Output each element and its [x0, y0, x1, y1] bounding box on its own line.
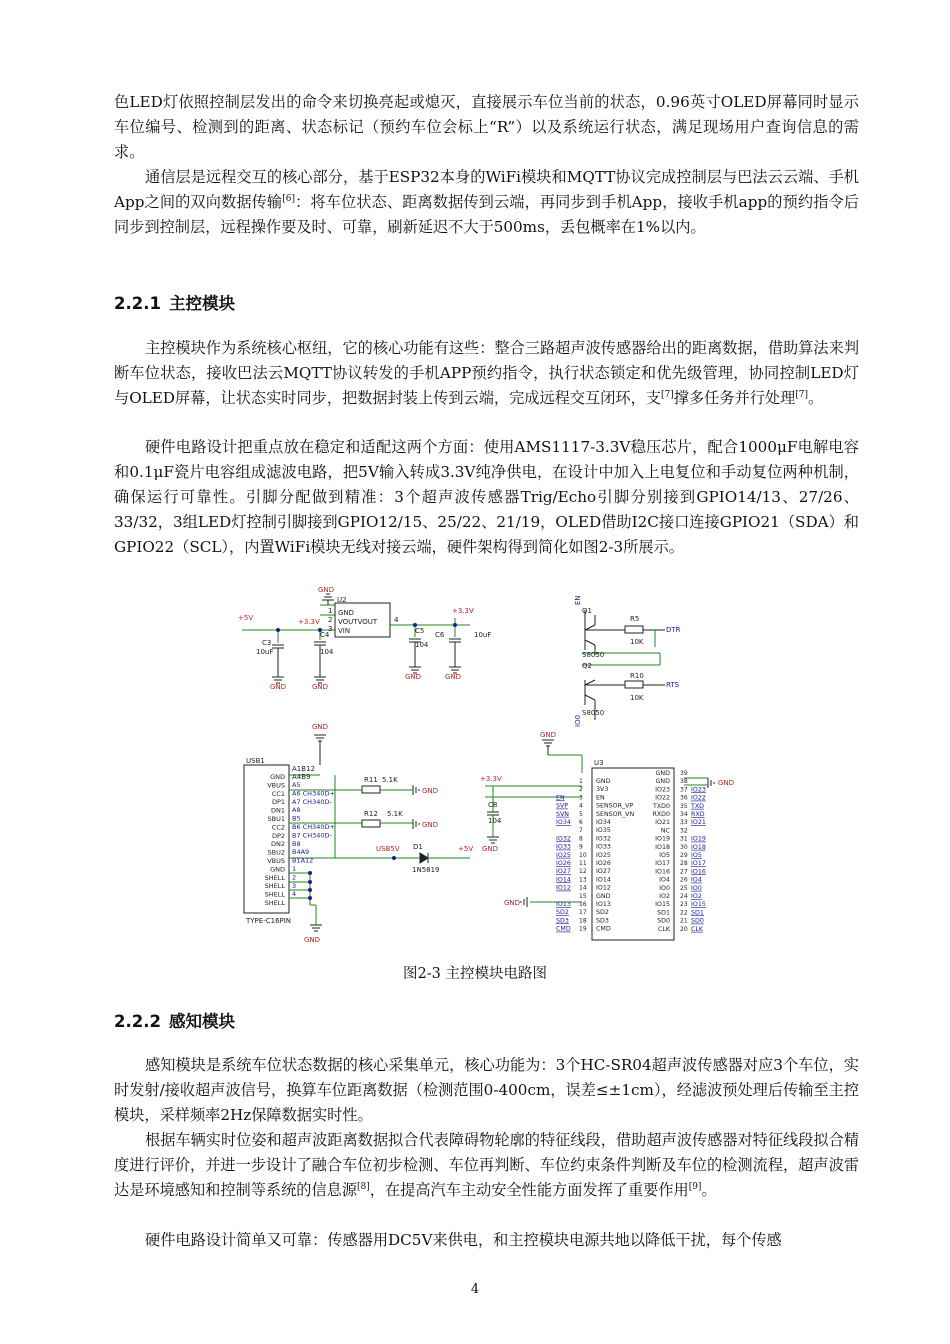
usb-left-pin: GND: [270, 773, 285, 781]
esp-pins: [556, 770, 706, 933]
esp-right-pin-name: TXD0: [652, 802, 670, 810]
citation-7b: [7]: [795, 389, 808, 400]
c8-value: 104: [488, 817, 502, 825]
paragraph-p6: [114, 1128, 859, 1203]
esp-left-pin-name: IO34: [596, 819, 611, 826]
esp-right-pin-number: 28: [680, 860, 688, 868]
r11-gnd: GND: [422, 787, 439, 795]
esp-right-pin-name: IO16: [655, 868, 670, 876]
esp-left-pin-name: IO14: [596, 876, 611, 884]
esp-right-net: SD0: [691, 917, 704, 925]
c6-label: C6: [435, 631, 445, 639]
esp-left-pin-number: 1: [579, 778, 583, 785]
c3-gnd-label: GND: [270, 683, 287, 691]
esp-left-pin-number: 3: [579, 794, 583, 802]
paragraph-p2-text-a: 通信层是远程交互的核心部分，基于ESP32本身的WiFi模块和MQTT协议完成控制层与巴法云云端、手机App之间的双向数据传输: [114, 168, 859, 211]
esp-left-pin-number: 19: [579, 925, 587, 933]
q1-label: Q1: [582, 607, 592, 615]
circuit-diagram: [230, 585, 750, 945]
r10-label: R10: [630, 672, 644, 680]
d1-value: 1N5819: [412, 866, 440, 874]
esp-right-net: IO5: [691, 852, 702, 859]
usb-left-pin: DP2: [271, 831, 285, 840]
usb-gnd-bottom: GND: [304, 936, 321, 944]
u2-pin2: 2: [328, 616, 333, 624]
esp-left-pin-number: 4: [579, 802, 583, 810]
esp-left-net: IO25: [556, 851, 571, 859]
usb-5v-out: +5V: [458, 845, 474, 853]
usb-left-pin: DN1: [270, 806, 285, 815]
esp-right-pin-name: SD0: [657, 917, 670, 925]
power-3v3-in-label: +3.3V: [298, 618, 320, 626]
esp-left-net: EN: [556, 794, 565, 802]
esp-right-net: RXD: [691, 811, 705, 818]
esp-left-net: IO33: [556, 843, 571, 851]
usb-right-pin: A5: [292, 781, 301, 789]
esp-right-pin-name: IO19: [655, 835, 670, 843]
c6-value: 10uF: [474, 631, 492, 639]
esp-right-pin-name: IO22: [655, 794, 670, 802]
esp-left-net: SVN: [556, 810, 570, 818]
c5-value: 104: [415, 641, 429, 649]
esp-left-pin-name: IO13: [596, 901, 611, 908]
usb-left-pin: GND: [270, 865, 285, 874]
usb-left-pin: SBU2: [267, 848, 285, 857]
esp-left-pin-number: 7: [579, 827, 583, 835]
esp-right-pin-name: NC: [660, 827, 670, 835]
heading-2-2-2: [114, 1008, 235, 1032]
usb-right-pin: A8: [292, 806, 301, 815]
paragraph-p1: [114, 90, 859, 165]
esp-left-pin-number: 12: [579, 868, 587, 876]
esp-left-pin-name: IO12: [596, 884, 611, 892]
esp-left-pin-number: 15: [579, 892, 587, 900]
esp-right-pin-number: 30: [680, 843, 688, 851]
esp-right-net: IO21: [691, 819, 706, 827]
esp-left-net: IO26: [556, 860, 571, 867]
esp-right-pin-number: 21: [680, 917, 688, 925]
esp-left-pin-name: SENSOR_VP: [596, 802, 634, 810]
u2-pin1: 1: [328, 607, 333, 615]
esp-left-net: IO32: [556, 835, 571, 843]
paragraph-p6-text-b: ，在提高汽车主动安全性能方面发挥了重要作用: [369, 1181, 689, 1199]
esp-right-net: IO17: [691, 860, 706, 868]
paragraph-p4-text: 硬件电路设计把重点放在稳定和适配这两个方面：使用AMS1117-3.3V稳压芯片，配合1000μF电解电容和0.1μF瓷片电容组成滤波电路，把5V输入转成3.3V纯净供电，在设计中加入上电复位和手动复位两种机制，确保运行可靠性。引脚分配做到精准：3个超声波传感器Trig/Echo引脚分别接到GPIO14/13、27/26、33/32，3组LED灯控制引脚接到GPIO12/15、25/22、21/19，OLED借助I2C接口连接GPIO21（SDA）和GPIO22（SCL），内置WiFi模块无线对接云端，硬件架构得到简化如图2-3所展示。: [114, 438, 859, 556]
usb-labels: [245, 723, 473, 944]
esp-right-pin-name: GND: [655, 770, 670, 777]
r5-value: 10K: [630, 638, 644, 646]
esp-left-pin-number: 11: [579, 860, 587, 867]
usb-left-pin: SHELL: [264, 873, 285, 882]
paragraph-p3: [114, 336, 859, 411]
esp-left-pin-number: 13: [579, 876, 587, 884]
esp-right-pin-number: 31: [680, 835, 688, 843]
u2-pin3: 3: [328, 625, 333, 633]
esp-left-pin-name: SENSOR_VN: [596, 810, 635, 818]
esp-right-pin-name: RXD0: [652, 811, 670, 818]
esp-right-pin-name: IO15: [655, 901, 670, 909]
esp-right-pin-name: IO4: [659, 876, 670, 884]
esp-right-pin-number: 36: [680, 794, 688, 802]
esp-right-net: IO19: [691, 835, 706, 843]
usb-left-pin: CC2: [271, 823, 285, 832]
esp-left-pin-name: CMD: [596, 925, 611, 933]
paragraph-p3-text-c: 。: [808, 389, 824, 407]
esp-right-pin-number: 24: [680, 893, 688, 900]
esp-left-pin-name: IO27: [596, 868, 611, 876]
esp-right-pin-number: 27: [680, 868, 688, 876]
paragraph-p4: [114, 435, 859, 560]
auto-program-wires: [582, 630, 660, 665]
power-parts: [272, 594, 461, 683]
c8-label: C8: [488, 801, 498, 809]
usb-a4b9: A4B9: [292, 773, 311, 781]
esp-left-net: IO14: [556, 876, 571, 884]
u2-pin4: 4: [394, 616, 399, 624]
esp-right-net: IO18: [691, 843, 706, 851]
esp-left-net: IO13: [556, 901, 571, 908]
u2-vout-pin: VOUTVOUT: [338, 618, 378, 626]
paragraph-p2: [114, 165, 859, 240]
u2-gnd-pin: GND: [338, 609, 355, 617]
power-gnd-label: GND: [318, 586, 335, 594]
usb-left-pin: SBU1: [267, 815, 285, 823]
power-5v-label: +5V: [238, 614, 254, 622]
q2-label: Q2: [582, 662, 592, 670]
u3-label: U3: [594, 759, 604, 767]
heading-2-2-2-title: 感知模块: [168, 1012, 235, 1031]
esp-right-pin-name: IO0: [659, 884, 670, 892]
r11-label: R11: [364, 776, 378, 784]
esp-right-pin-name: CLK: [657, 925, 670, 933]
r10-value: 10K: [630, 694, 644, 702]
r5-label: R5: [630, 615, 640, 623]
paragraph-p7: [114, 1228, 859, 1253]
rts-label: RTS: [666, 681, 680, 689]
esp-gnd-right: GND: [718, 779, 735, 787]
usb-right-pin: 2: [292, 873, 297, 882]
esp-left-net: IO34: [556, 819, 571, 826]
usb-left-pin: VBUS: [267, 857, 285, 865]
io0-label: IO0: [574, 714, 582, 727]
paragraph-p5-text: 感知模块是系统车位状态数据的核心采集单元，核心功能为：3个HC-SR04超声波传感器对应3个车位，实时发射/接收超声波信号，换算车位距离数据（检测范围0-400cm，误差≤±1cm），经滤波预处理后传输至主控模块，采样频率2Hz保障数据实时性。: [114, 1056, 859, 1124]
usb-left-pin: DP1: [271, 798, 285, 807]
usb-right-pin: 1: [292, 865, 297, 873]
usb5v-label: USB5V: [376, 845, 400, 853]
d1-label: D1: [413, 843, 423, 851]
usb-right-pin: B4A9: [292, 848, 310, 857]
esp-right-pin-number: 22: [680, 909, 688, 917]
citation-7a: [7]: [661, 389, 674, 400]
esp-right-pin-name: GND: [655, 778, 670, 786]
esp-left-pin-number: 10: [579, 851, 587, 859]
esp-left-net: CMD: [556, 925, 571, 933]
citation-9: [9]: [688, 1181, 702, 1192]
c3-label: C3: [262, 639, 272, 647]
esp-right-net: IO0: [691, 884, 702, 892]
esp-gnd-left: GND: [504, 899, 521, 907]
heading-2-2-1-title: 主控模块: [168, 294, 235, 313]
esp-right-pin-number: 35: [680, 802, 688, 810]
esp-right-pin-name: IO17: [655, 860, 670, 868]
usb-part: TYPE-C16PIN: [246, 917, 292, 925]
usb-right-pin: A7 CH340D-: [292, 797, 332, 806]
esp-left-pin-number: 9: [579, 843, 583, 851]
esp-left-pin-name: IO26: [596, 860, 611, 867]
usb-right-pin: B1A12: [292, 856, 314, 865]
r12-value: 5.1K: [387, 810, 403, 818]
esp-right-pin-name: IO21: [655, 819, 670, 827]
usb-right-pin: A6 CH340D+: [292, 789, 335, 798]
esp-left-pin-number: 18: [579, 917, 587, 925]
esp-right-net: IO4: [691, 876, 702, 884]
esp-right-pin-number: 39: [680, 770, 688, 777]
r11-value: 5.1K: [382, 776, 398, 784]
esp-right-pin-number: 29: [680, 852, 688, 859]
usb-left-pin: SHELL: [264, 890, 285, 899]
usb-right-pin: B7 CH340D-: [292, 831, 332, 840]
esp-left-pin-name: SD2: [596, 909, 609, 917]
esp-left-net: SD2: [556, 909, 569, 917]
esp-left-pin-name: IO25: [596, 851, 611, 859]
esp-left-pin-name: 3V3: [596, 786, 609, 794]
heading-2-2-1-number: 2.2.1: [114, 294, 161, 313]
usb-gnd-top: GND: [312, 723, 329, 731]
heading-2-2-1: [114, 290, 235, 314]
esp-left-pin-number: 5: [579, 810, 583, 818]
esp-left-pin-name: SD3: [596, 917, 609, 925]
esp-right-pin-number: 33: [680, 819, 688, 827]
c6-gnd-label: GND: [445, 673, 462, 681]
paragraph-p5: [114, 1053, 859, 1128]
esp-right-pin-number: 26: [680, 876, 688, 884]
esp-left-pin-name: IO35: [596, 827, 611, 835]
usb-a1b12: A1B12: [292, 765, 315, 773]
citation-6: [6]: [282, 193, 295, 204]
usb-right-pins: [292, 781, 335, 898]
paragraph-p3-text-a: 主控模块作为系统核心枢纽，它的核心功能有这些：整合三路超声波传感器给出的距离数据，借助算法来判断车位状态，接收巴法云MQTT协议转发的手机APP预约指令，执行状态锁定和优先级管理，协同控制LED灯与OLED屏幕，让状态实时同步，把数据封装上传到云端，完成远程交互闭环，支: [114, 339, 859, 407]
c8-gnd: GND: [482, 845, 499, 853]
esp-left-net: IO12: [556, 884, 571, 892]
esp-right-pin-number: 23: [680, 901, 688, 909]
usb-left-pin: DN2: [270, 840, 285, 849]
esp-left-pin-number: 8: [579, 835, 583, 843]
esp-right-pin-name: IO18: [655, 843, 670, 851]
esp-right-pin-number: 32: [680, 827, 688, 835]
paragraph-p1-text: 色LED灯依照控制层发出的命令来切换亮起或熄灭，直接展示车位当前的状态，0.96英寸OLED屏幕同时显示车位编号、检测到的距离、状态标记（预约车位会标上“R”）以及系统运行状态，满足现场用户查询信息的需求。: [114, 93, 859, 161]
c5-label: C5: [415, 627, 425, 635]
esp-left-pin-number: 14: [579, 884, 587, 892]
esp-left-net: SVP: [556, 802, 569, 810]
c4-value: 104: [320, 648, 334, 656]
esp-right-pin-number: 25: [680, 884, 688, 892]
esp-left-pin-number: 6: [579, 819, 583, 826]
citation-8: [8]: [357, 1181, 370, 1192]
esp-right-pin-number: 37: [680, 786, 688, 794]
paragraph-p3-text-b: 撑多任务并行处理: [673, 389, 796, 407]
c4-gnd-label: GND: [312, 683, 329, 691]
esp-gnd-top: GND: [540, 731, 557, 739]
esp-left-pin-number: 17: [579, 909, 587, 917]
c5-gnd-label: GND: [405, 673, 422, 681]
esp-right-pin-name: IO23: [655, 786, 670, 794]
dtr-label: DTR: [666, 626, 681, 634]
esp-left-pin-name: EN: [596, 794, 605, 802]
c4-label: C4: [320, 631, 330, 639]
power-3v3-out-label: +3.3V: [452, 607, 474, 615]
heading-2-2-2-number: 2.2.2: [114, 1012, 161, 1031]
esp-right-net: IO23: [691, 786, 706, 794]
esp-right-net: CLK: [691, 925, 704, 933]
usb-left-pin: VBUS: [267, 781, 285, 790]
esp-right-net: IO16: [691, 868, 706, 876]
paragraph-p2-text-b: ：将车位状态、距离数据传到云端，再同步到手机App，接收手机app的预约指令后同步到控制层，远程操作要及时、可靠，刷新延迟不大于500ms，丢包概率在1%以内。: [114, 193, 859, 236]
paragraph-p6-text-a: 根据车辆实时位姿和超声波距离数据拟合代表障碍物轮廓的特征线段，借助超声波传感器对特征线段拟合精度进行评价，并进一步设计了融合车位初步检测、车位再判断、车位约束条件判断及车位的检测流程，超声波雷达是环境感知和控制等系统的信息源: [114, 1131, 859, 1199]
usb-left-pin: CC1: [271, 789, 285, 798]
page-number: 4: [470, 1282, 480, 1297]
esp-left-net: IO27: [556, 868, 571, 876]
q1-part: S8050: [582, 651, 605, 659]
esp-right-net: TXD: [691, 802, 705, 810]
usb-left-pin: SHELL: [264, 882, 285, 891]
esp-left-pin-number: 16: [579, 901, 587, 908]
usb-right-pin: 3: [292, 881, 297, 890]
esp-right-pin-name: IO2: [659, 893, 670, 900]
esp-left-pin-name: GND: [596, 778, 611, 785]
q2-part: S8050: [582, 709, 605, 717]
c3-value: 10uF: [256, 648, 274, 656]
esp-left-pin-name: IO32: [596, 835, 611, 843]
esp-right-net: SD1: [691, 909, 704, 917]
esp-left-pin-name: IO33: [596, 843, 611, 851]
r12-label: R12: [364, 810, 378, 818]
en-label: EN: [574, 595, 582, 605]
figure-caption: 图2-3 主控模块电路图: [403, 966, 547, 982]
usb-left-pin: SHELL: [264, 899, 285, 907]
esp-right-pin-number: 34: [680, 811, 688, 818]
r12-gnd: GND: [422, 821, 439, 829]
esp-right-net: IO2: [691, 893, 702, 900]
esp-right-pin-number: 20: [680, 925, 688, 933]
usb-right-pin: B8: [292, 839, 301, 848]
usb-right-pin: B6 CH340D+: [292, 823, 335, 831]
u2-vin-pin: VIN: [338, 627, 351, 635]
paragraph-p6-text-c: 。: [701, 1181, 717, 1199]
usb-right-pin: 4: [292, 890, 297, 899]
usb1-label: USB1: [246, 757, 265, 765]
esp-right-net: IO22: [691, 794, 706, 802]
esp-left-pin-number: 2: [579, 786, 583, 794]
esp-right-net: IO15: [691, 901, 706, 909]
esp-right-pin-name: IO5: [659, 852, 670, 859]
u2-label: U2: [337, 596, 347, 604]
esp-right-pin-name: SD1: [657, 909, 670, 917]
usb-left-pins: [265, 773, 286, 907]
esp-right-pin-number: 38: [680, 778, 688, 786]
usb-dots: [308, 856, 396, 900]
usb-right-pin: B5: [292, 814, 301, 823]
esp-left-net: SD3: [556, 917, 569, 925]
esp-3v3: +3.3V: [480, 775, 502, 783]
auto-program-labels: [574, 595, 681, 727]
esp-left-pin-name: GND: [596, 892, 611, 900]
paragraph-p7-text: 硬件电路设计简单又可靠：传感器用DC5V来供电，和主控模块电源共地以降低干扰，每个传感: [145, 1231, 782, 1249]
